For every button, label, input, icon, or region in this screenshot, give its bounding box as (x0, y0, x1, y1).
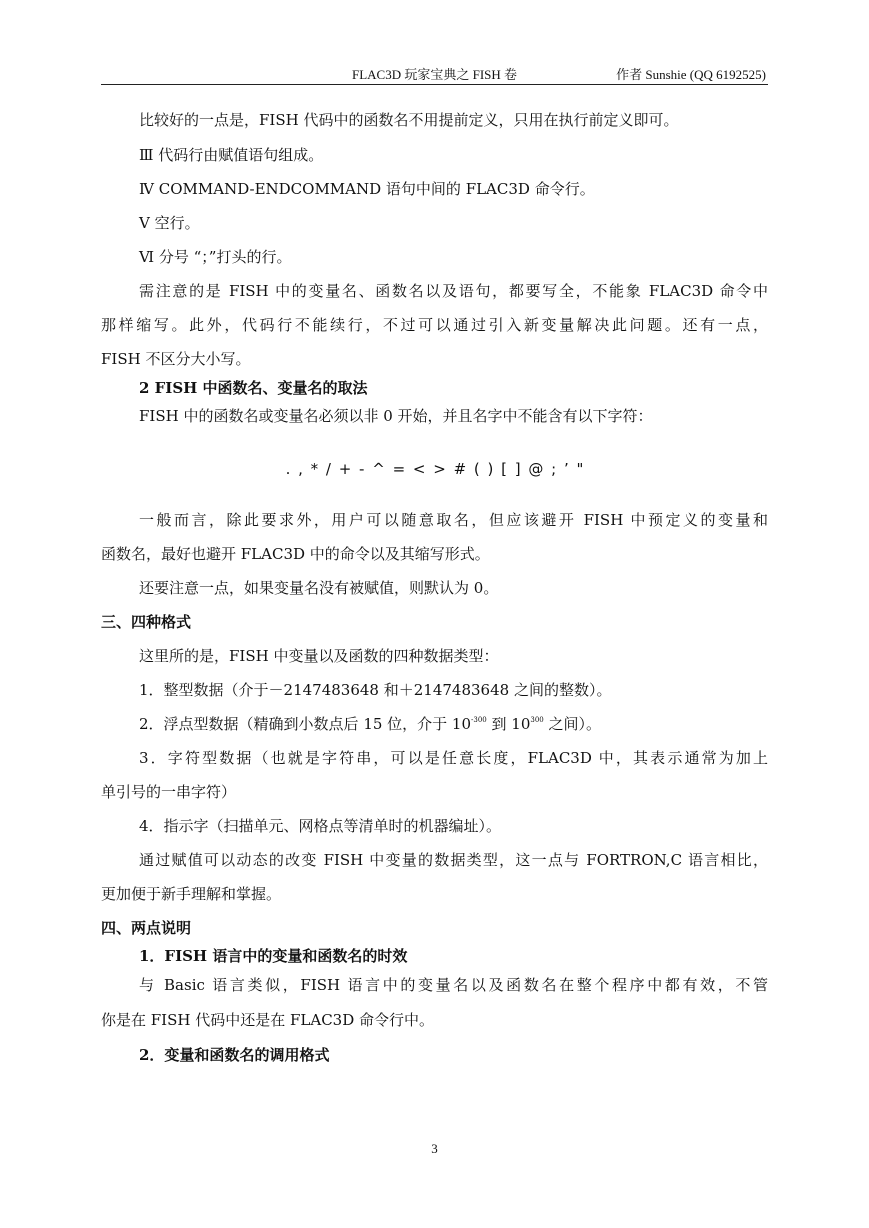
section-heading: 三、四种格式 (101, 613, 192, 631)
list-item-3: 3．字符型数据（也就是字符串，可以是任意长度，FLAC3D 中，其表示通常为加上 (139, 749, 768, 767)
paragraph-line: 需注意的是 FISH 中的变量名、函数名以及语句，都要写全，不能象 FLAC3D 命令中 (139, 282, 768, 300)
list-item-iv: Ⅳ COMMAND-ENDCOMMAND 语句中间的 FLAC3D 命令行。 (139, 180, 595, 198)
paragraph-line: 函数名，最好也避开 FLAC3D 中的命令以及其缩写形式。 (101, 545, 490, 563)
section-heading: 四、两点说明 (101, 919, 192, 937)
paragraph-line: 你是在 FISH 代码中还是在 FLAC3D 命令行中。 (101, 1011, 435, 1029)
forbidden-characters: . , * / + - ^ = < > # ( ) [ ] @ ; ’ " (285, 460, 584, 478)
list-item-2-text: 到 10 (486, 715, 531, 733)
list-item-2-text: 之间）。 (543, 715, 602, 733)
page-number: 3 (431, 1141, 438, 1156)
list-item-1: 1．整型数据（介于－2147483648 和＋2147483648 之间的整数）。 (139, 681, 612, 699)
list-item-iii: Ⅲ 代码行由赋值语句组成。 (139, 146, 324, 164)
list-item-2 (101, 714, 768, 734)
paragraph-line: 与 Basic 语言类似，FISH 语言中的变量名以及函数名在整个程序中都有效，不管 (139, 976, 768, 994)
paragraph-line: 比较好的一点是，FISH 代码中的函数名不用提前定义，只用在执行前定义即可。 (139, 111, 679, 129)
paragraph-line: 单引号的一串字符） (101, 783, 237, 801)
list-item-v: Ⅴ 空行。 (139, 214, 200, 232)
paragraph-line: 一般而言，除此要求外，用户可以随意取名，但应该避开 FISH 中预定义的变量和 (139, 511, 768, 529)
paragraph-line: 那样缩写。此外，代码行不能续行，不过可以通过引入新变量解决此问题。还有一点， (101, 316, 768, 334)
paragraph-line: 更加便于新手理解和掌握。 (101, 885, 282, 903)
paragraph-line: 这里所的是，FISH 中变量以及函数的四种数据类型： (139, 647, 499, 665)
header-title: FLAC3D 玩家宝典之 FISH 卷 (351, 67, 518, 82)
section-heading: 2 FISH 中函数名、变量名的取法 (139, 379, 368, 397)
paragraph-line: 还要注意一点，如果变量名没有被赋值，则默认为 0。 (139, 579, 499, 597)
list-item-4: 4．指示字（扫描单元、网格点等清单时的机器编址）。 (139, 817, 502, 835)
list-item-2-text: 2．浮点型数据（精确到小数点后 15 位，介于 10 (139, 715, 472, 733)
exponent-neg: -300 (471, 716, 487, 724)
paragraph-line: FISH 中的函数名或变量名必须以非 0 开始，并且名字中不能含有以下字符： (139, 407, 653, 425)
paragraph-line: 通过赋值可以动态的改变 FISH 中变量的数据类型，这一点与 FORTRON,C 语言相比， (139, 851, 768, 869)
page-header (101, 60, 768, 85)
header-author: 作者 Sunshie (QQ 6192525) (616, 67, 766, 82)
paragraph-line: FISH 不区分大小写。 (101, 350, 251, 368)
list-item-vi: Ⅵ 分号 “；”打头的行。 (139, 248, 292, 266)
subsection-heading: 2．变量和函数名的调用格式 (139, 1046, 330, 1064)
exponent-pos: 300 (530, 716, 544, 724)
subsection-heading: 1．FISH 语言中的变量和函数名的时效 (139, 947, 408, 965)
